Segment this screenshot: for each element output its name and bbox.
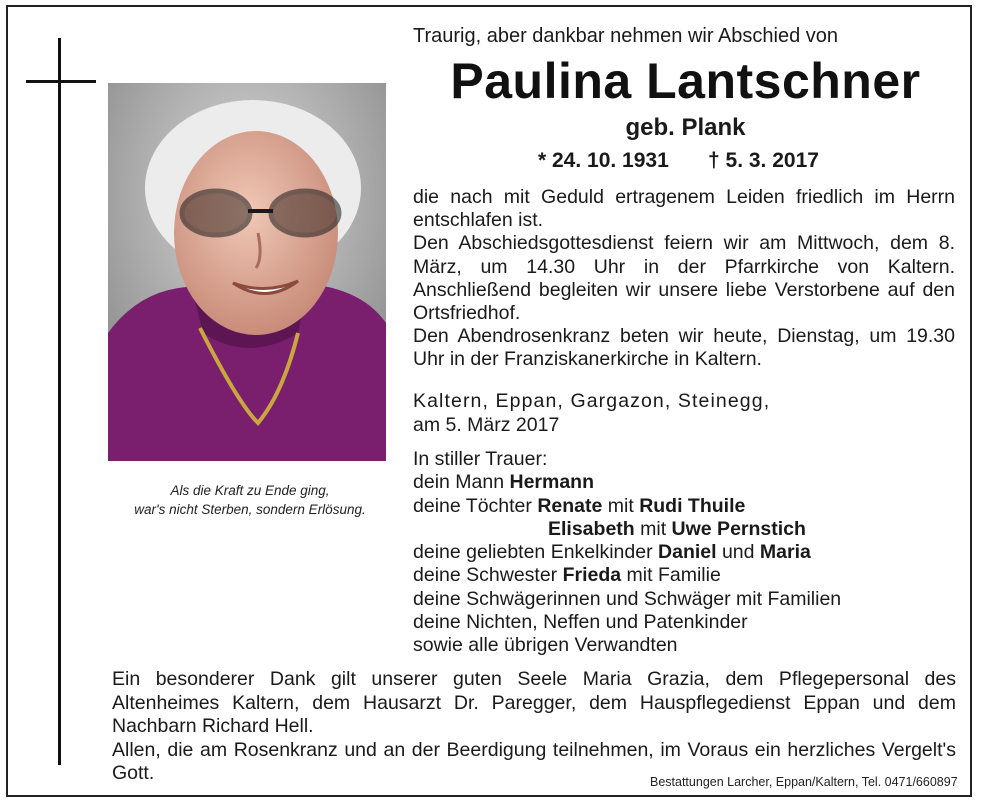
thanks-paragraph: Ein besonderer Dank gilt unserer guten Seele Maria Grazia, dem Pflegepersonal des Altenheimes Kaltern, dem Hausarzt Dr. Paregger, dem Hauspflegedienst Eppan und dem Nachbarn Richard Hell. — [112, 668, 956, 737]
deceased-name: Paulina Lantschner — [450, 53, 921, 109]
list-item: deine Schwester Frieda mit Familie — [413, 564, 721, 587]
thanks-section — [112, 668, 956, 786]
body-paragraph: Den Abendrosenkranz beten wir heute, Dienstag, um 19.30 Uhr in der Franziskanerkirche in Kaltern. — [413, 325, 955, 371]
caption-line: war's nicht Sterben, sondern Erlösung. — [134, 502, 366, 517]
date-line: am 5. März 2017 — [413, 413, 560, 436]
list-item: Elisabeth mit Uwe Pernstich — [548, 517, 806, 540]
list-item: dein Mann Hermann — [413, 471, 595, 494]
list-item: deine geliebten Enkelkinder Daniel und Maria — [413, 541, 811, 564]
list-item: deine Töchter Renate mit Rudi Thuile — [413, 494, 746, 517]
place-date — [413, 390, 770, 437]
birth-date: * 24. 10. 1931 — [538, 149, 669, 172]
mourners-heading: In stiller Trauer: — [413, 448, 548, 470]
mourners-list — [413, 448, 841, 658]
funeral-home-credit: Bestattungen Larcher, Eppan/Kaltern, Tel. 0471/660897 — [650, 775, 958, 789]
list-item: deine Schwägerinnen und Schwäger mit Familien — [413, 587, 842, 610]
list-item: deine Nichten, Neffen und Patenkinder — [413, 611, 748, 634]
caption-line: Als die Kraft zu Ende ging, — [170, 483, 330, 498]
announcement-body — [413, 186, 955, 372]
intro-line: Traurig, aber dankbar nehmen wir Abschied von — [413, 25, 839, 47]
cross-icon — [58, 38, 61, 765]
maiden-name: geb. Plank — [625, 114, 746, 141]
list-item: sowie alle übrigen Verwandten — [413, 634, 678, 657]
thanks-paragraph: Allen, die am Rosenkranz und an der Beerdigung teilnehmen, im Voraus ein herzliches Vergelt's Gott. — [112, 738, 956, 784]
body-paragraph: die nach mit Geduld ertragenem Leiden friedlich im Herrn entschlafen ist. — [413, 186, 955, 232]
death-date: † 5. 3. 2017 — [708, 149, 819, 172]
cross-icon-bar — [26, 80, 96, 83]
body-paragraph: Den Abschiedsgottesdienst feiern wir am Mittwoch, dem 8. März, um 14.30 Uhr in der Pfarrkirche von Kaltern. Anschließend begleiten wir unsere liebe Verstorbene auf den Ortsfriedhof. — [413, 232, 955, 325]
portrait-photo — [108, 83, 386, 461]
memorial-caption — [100, 481, 400, 519]
places-line: Kaltern, Eppan, Gargazon, Steinegg, — [413, 390, 771, 412]
